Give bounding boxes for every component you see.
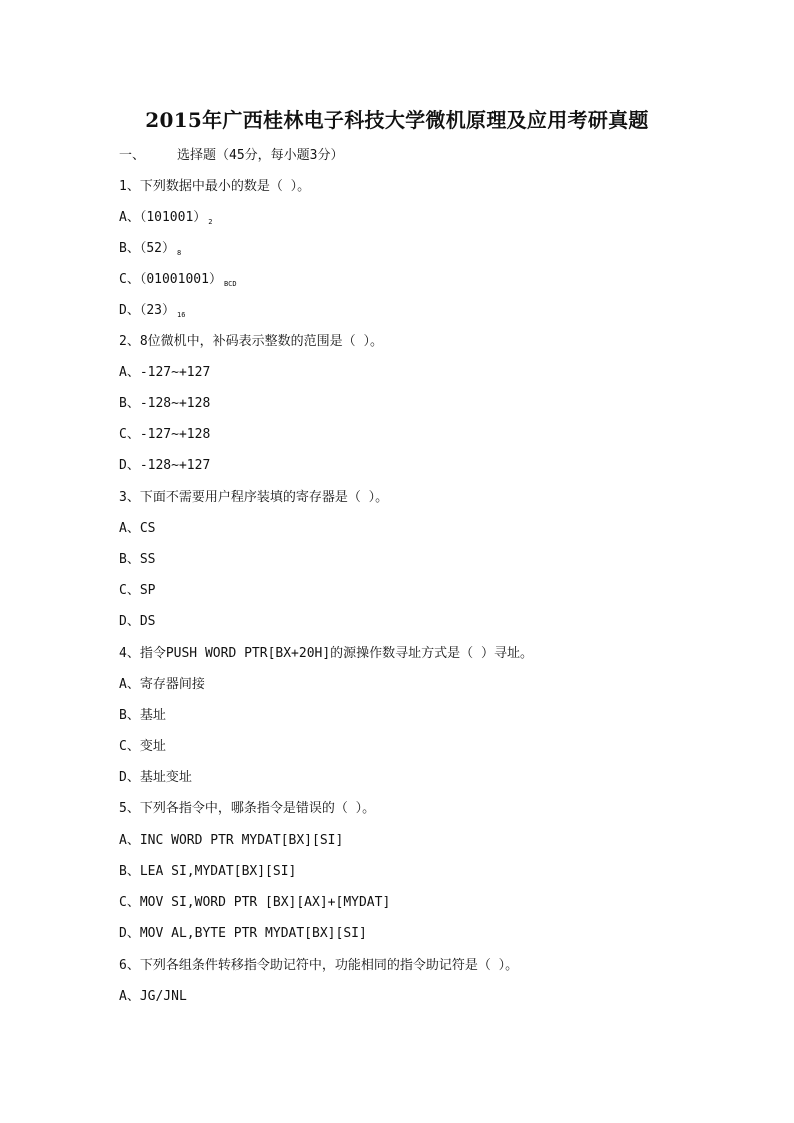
question-1-option-b: B、（52） $_8$ [119,241,182,257]
question-2-option-a: A、-127~+127 [119,365,211,380]
question-4-option-c: C、变址 [119,739,166,754]
section-heading [119,147,343,165]
question-2-option-c: C、-127~+128 [119,427,211,442]
question-1-option-c: C、（01001001） $_{BCD}$ [119,272,237,288]
question-1-option-d: D、（23） $_{16}$ [119,303,186,319]
question-5-option-c: C、MOV SI,WORD PTR [BX][AX]+[MYDAT] [119,895,391,910]
question-3-option-b: B、SS [119,552,156,567]
question-5-option-b: B、LEA SI,MYDAT[BX][SI] [119,864,297,879]
question-4-option-b: B、基址 [119,708,166,723]
question-1-stem: 1、下列数据中最小的数是（ ）。 [119,179,311,194]
question-3-option-a: A、CS [119,521,156,536]
question-2-option-d: D、-128~+127 [119,458,211,473]
question-5-stem: 5、下列各指令中，哪条指令是错误的（ ）。 [119,801,376,816]
section-number: 一、 [119,148,146,163]
question-5-option-d: D、MOV AL,BYTE PTR MYDAT[BX][SI] [119,926,367,941]
question-3-stem: 3、下面不需要用户程序装填的寄存器是（ ）。 [119,490,389,505]
question-6-option-a: A、JG/JNL [119,989,187,1004]
question-3-option-d: D、DS [119,614,156,629]
question-4-stem: 4、指令PUSH WORD PTR[BX+20H]的源操作数寻址方式是（ ）寻址。 [119,646,534,661]
question-1-option-a: A、（101001） $_2$ [119,210,213,226]
question-4-option-d: D、基址变址 [119,770,192,785]
question-3-option-c: C、SP [119,583,156,598]
question-4-option-a: A、寄存器间接 [119,677,205,692]
page-title: 2015年广西桂林电子科技大学微机原理及应用考研真题 [145,108,649,132]
question-2-stem: 2、8位微机中，补码表示整数的范围是（ ）。 [119,334,383,349]
question-5-option-a: A、INC WORD PTR MYDAT[BX][SI] [119,833,344,848]
question-2-option-b: B、-128~+128 [119,396,211,411]
section-text: 选择题（45分，每小题3分） [177,148,344,163]
question-6-stem: 6、下列各组条件转移指令助记符中，功能相同的指令助记符是（ ）。 [119,958,519,973]
